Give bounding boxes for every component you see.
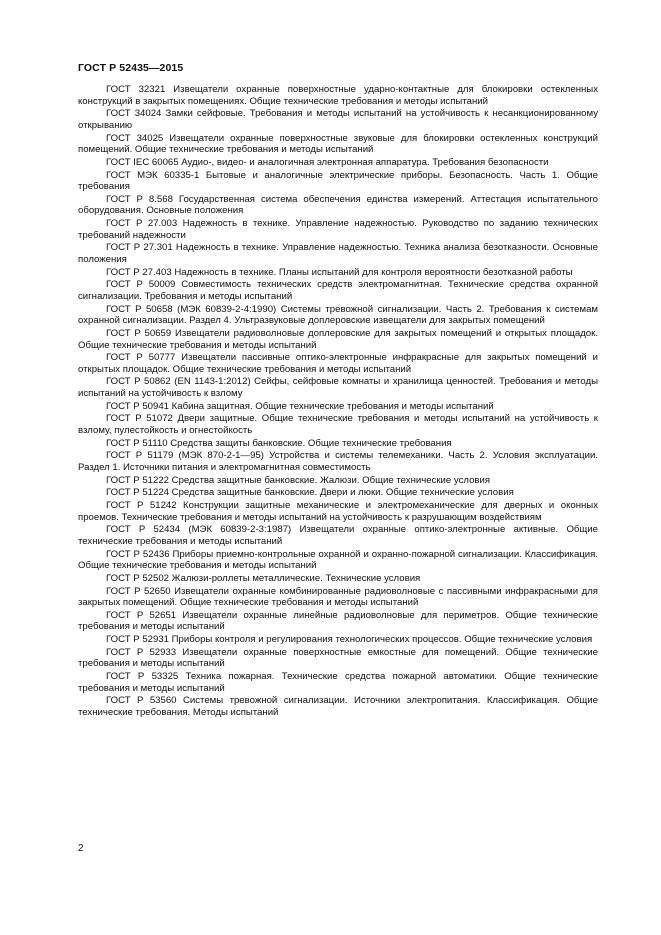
reference-item: ГОСТ Р 52931 Приборы контроля и регулирования технологических процессов. Общие технические условия	[106, 634, 593, 646]
reference-item: ГОСТ Р 51242 Конструкции защитные механические и электромеханические для дверных и оконных проемов. Технические требования и методы испытаний на устойчивость к разрушающим воздействиям	[78, 500, 598, 523]
reference-item: ГОСТ 34025 Извещатели охранные поверхностные звуковые для блокировки остекленных конструкций помещений. Общие технические требования и методы испытаний	[78, 132, 598, 156]
reference-item: ГОСТ Р 52434 (МЭК 60839-2-3:1987) Извещатели охранные оптико-электронные активные. Общие технические требования и методы испытаний	[78, 524, 598, 547]
reference-item: ГОСТ Р 52933 Извещатели охранные поверхностные емкостные для помещений. Общие технические требования и методы испытаний	[78, 646, 598, 670]
reference-item: ГОСТ Р 51072 Двери защитные. Общие технические требования и методы испытаний на устойчивость к взлому, пулестойкость и огнестойкость	[78, 413, 598, 437]
page-number: 2	[78, 843, 84, 854]
reference-item: ГОСТ Р 50658 (МЭК 60839-2-4:1990) Системы тревожной сигнализации. Часть 2. Требования к системам охранной сигнализации. Раздел 4. Ультразвуковые доплеровские извещатели для закрытых помещений	[78, 303, 598, 327]
reference-item: ГОСТ Р 53325 Техника пожарная. Технические средства пожарной автоматики. Общие технические требования и методы испытаний	[78, 671, 598, 694]
document-header: ГОСТ Р 52435—2015	[78, 62, 184, 74]
reference-item: ГОСТ Р 27.003 Надежность в технике. Управление надежностью. Руководство по заданию технических требований надежности	[78, 218, 598, 241]
reference-item: ГОСТ Р 51222 Средства защитные банковские. Жалюзи. Общие технические условия	[106, 474, 491, 486]
reference-item: ГОСТ 34024 Замки сейфовые. Требования и методы испытаний на устойчивость к несанкционированному открыванию	[78, 108, 598, 131]
reference-item: ГОСТ Р 27.403 Надежность в технике. Планы испытаний для контроля вероятности безотказной работы	[106, 266, 573, 278]
reference-item: ГОСТ Р 51179 (МЭК 870-2-1—95) Устройства и системы телемеханики. Часть 2. Условия эксплуатации. Раздел 1. Источники питания и электромагнитная совместимость	[78, 450, 598, 473]
reference-item: ГОСТ Р 53560 Системы тревожной сигнализации. Источники электропитания. Классификация. Общие технические требования. Методы испытаний	[78, 695, 598, 718]
reference-item: ГОСТ Р 52651 Извещатели охранные линейные радиоволновые для периметров. Общие технические требования и методы испытаний	[78, 609, 598, 633]
reference-item: ГОСТ Р 51110 Средства защиты банковские. Общие технические требования	[106, 437, 452, 449]
reference-item: ГОСТ МЭК 60335-1 Бытовые и аналогичные электрические приборы. Безопасность. Часть 1. Общие требования	[78, 169, 598, 193]
reference-item: ГОСТ Р 27.301 Надежность в технике. Управление надежностью. Техника анализа безотказности. Основные положения	[78, 242, 598, 265]
reference-item: ГОСТ Р 52436 Приборы приемно-контрольные охранной и охранно-пожарной сигнализации. Классификация. Общие технические требования и методы испытаний	[78, 548, 598, 572]
reference-item: ГОСТ Р 50862 (EN 1143-1:2012) Сейфы, сейфовые комнаты и хранилища ценностей. Требования и методы испытаний на устойчивость к взлому	[78, 376, 598, 400]
reference-item: ГОСТ Р 51224 Средства защитные банковские. Двери и люки. Общие технические условия	[106, 487, 514, 499]
reference-item: ГОСТ Р 50777 Извещатели пассивные оптико-электронные инфракрасные для закрытых помещений и открытых площадок. Общие технические требования и методы испытаний	[78, 352, 598, 375]
reference-item: ГОСТ Р 50009 Совместимость технических средств электромагнитная. Технические средства охранной сигнализации. Требования и методы испытаний	[78, 279, 598, 302]
reference-item: ГОСТ Р 52502 Жалюзи-роллеты металлические. Технические условия	[106, 572, 421, 584]
reference-item: ГОСТ Р 8.568 Государственная система обеспечения единства измерений. Аттестация испытательного оборудования. Основные положения	[78, 193, 598, 217]
reference-item: ГОСТ Р 52650 Извещатели охранные комбинированные радиоволновые с пассивными инфракрасными для закрытых помещений. Общие технические требования и методы испытаний	[78, 585, 598, 609]
reference-item: ГОСТ 32321 Извещатели охранные поверхностные ударно-контактные для блокировки остекленных конструкций в закрытых помещениях. Общие технические требования и методы испытаний	[78, 84, 598, 107]
reference-item: ГОСТ Р 50659 Извещатели радиоволновые доплеровские для закрытых помещений и открытых площадок. Общие технические требования и методы испытаний	[78, 327, 598, 351]
reference-item: ГОСТ Р 50941 Кабина защитная. Общие технические требования и методы испытаний	[106, 400, 494, 412]
normative-references-list	[78, 84, 598, 720]
reference-item: ГОСТ IEC 60065 Аудио-, видео- и аналогичная электронная аппаратура. Требования безопасности	[106, 156, 549, 168]
